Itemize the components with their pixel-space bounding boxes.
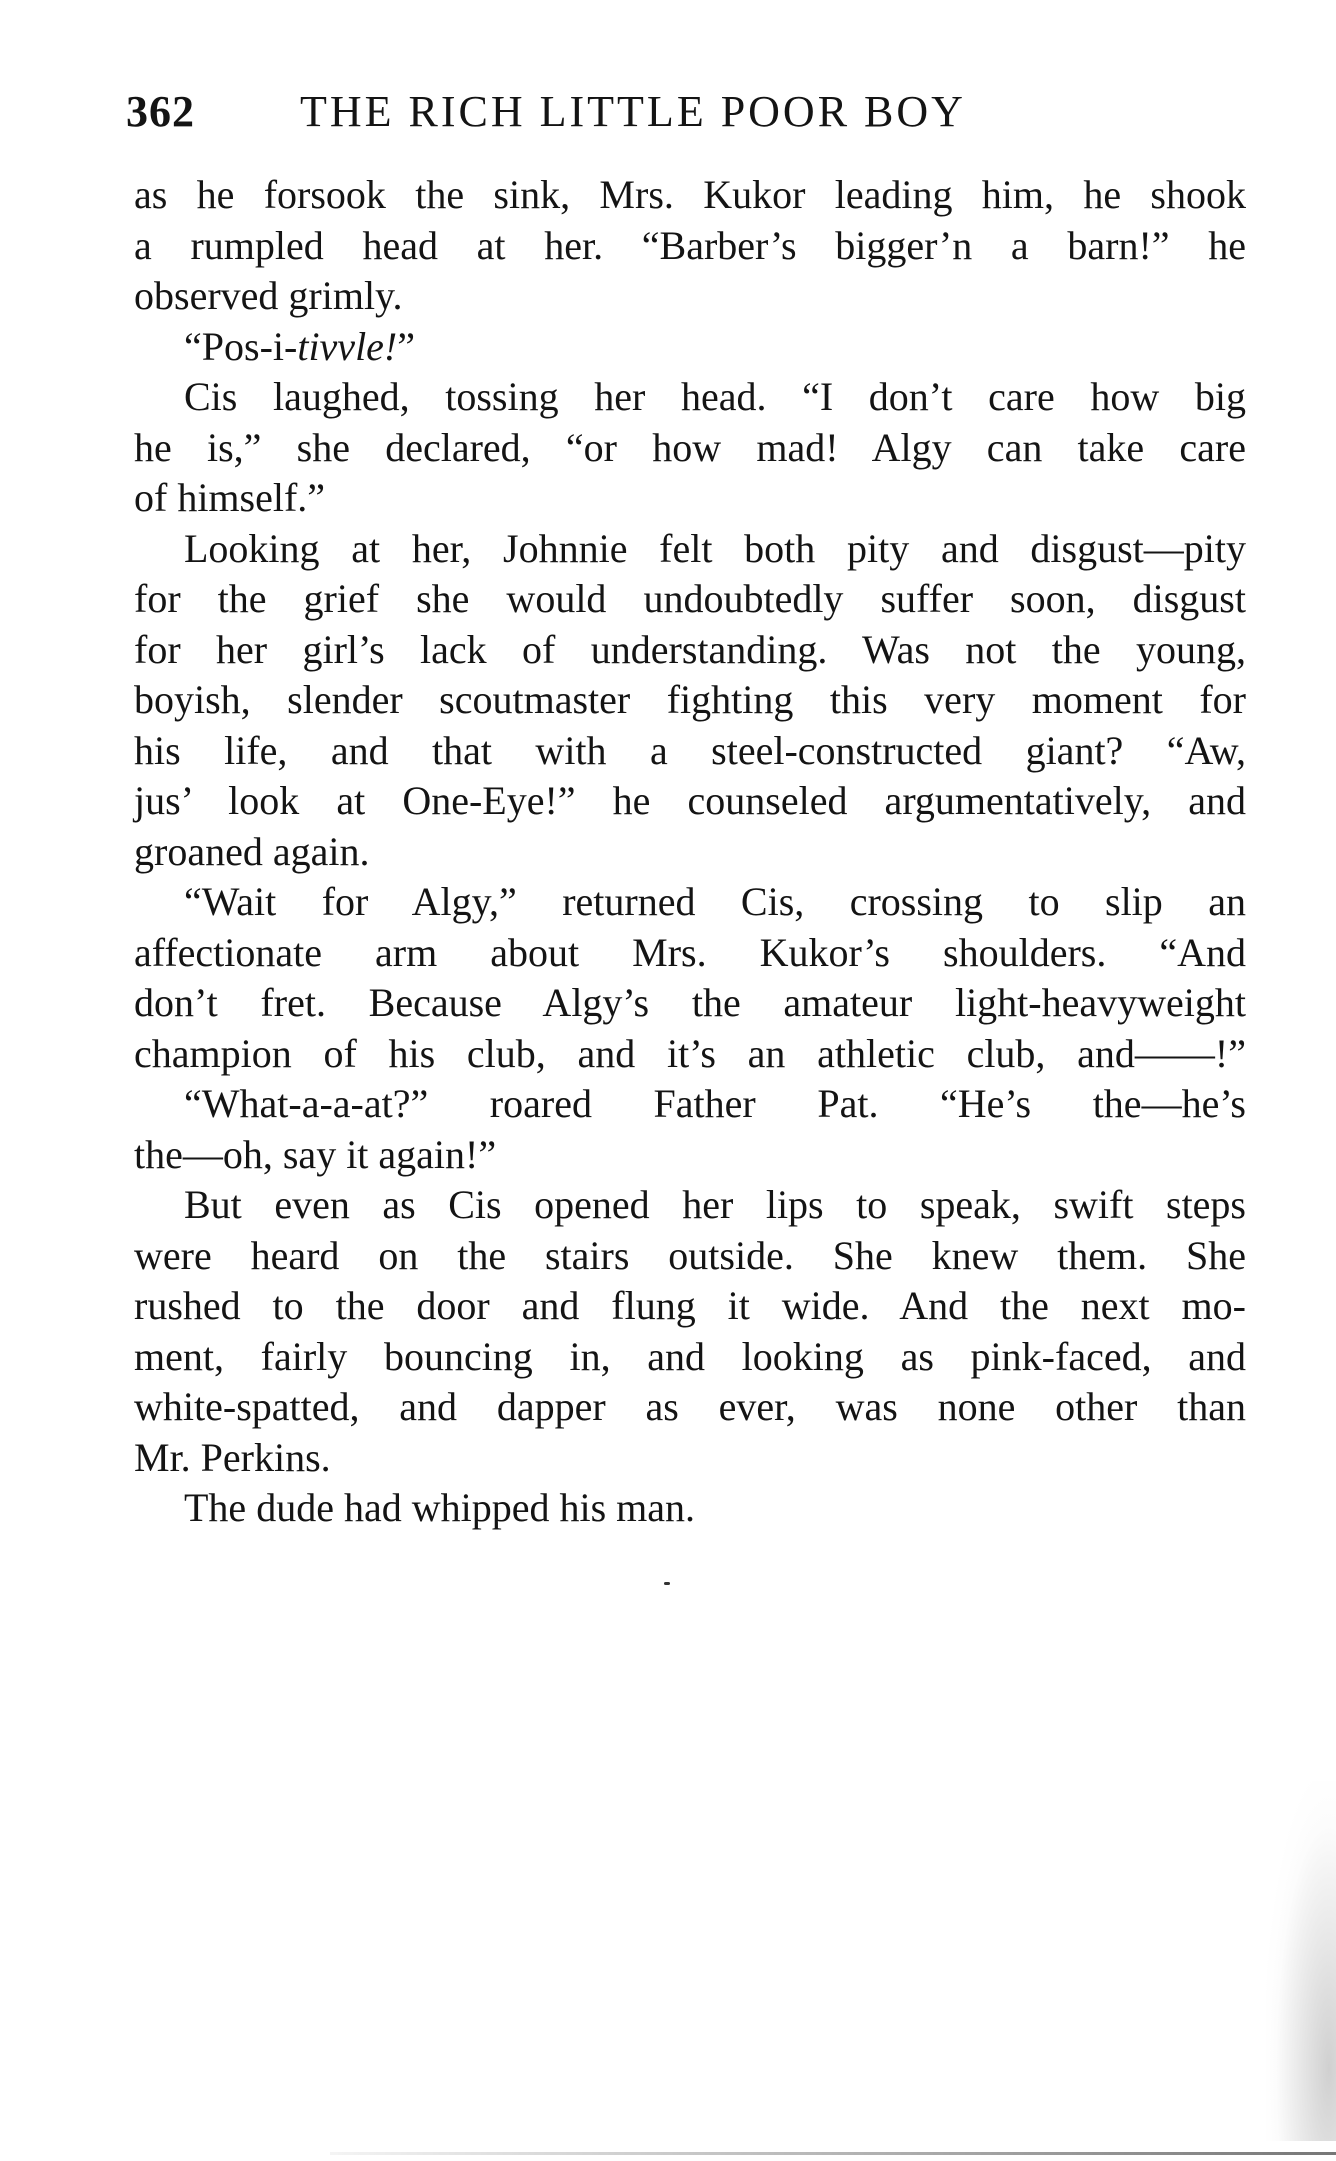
text-line: his life, and that with a steel-constructed giant? “Aw, [134,727,1246,773]
text-line: “Wait for Algy,” returned Cis, crossing to slip an [184,879,1246,924]
text-line: Mr. Perkins. [134,1434,331,1480]
text-line: for her girl’s lack of understanding. Was not the young, [134,626,1246,672]
text-line: white-spatted, and dapper as ever, was none other than [134,1384,1246,1429]
text-line: But even as Cis opened her lips to speak, swift steps [184,1182,1246,1227]
running-head [126,82,1246,142]
text-line: rushed to the door and flung it wide. And the next mo- [134,1283,1246,1328]
text-line: boyish, slender scoutmaster fighting this very moment for [134,677,1246,722]
text-line: of himself.” [134,475,326,520]
page-edge-stain [1266,1781,1336,2141]
text-line [134,322,1246,373]
running-title: THE RICH LITTLE POOR BOY [300,87,966,136]
text-line: the—oh, say it again!” [134,1131,497,1177]
text-line: ment, fairly bouncing in, and looking as pink-faced, and [134,1333,1246,1379]
text-line: were heard on the stairs outside. She knew them. She [134,1232,1246,1278]
text-line: jus’ look at One-Eye!” he counseled argumentatively, and [134,778,1246,823]
text-line: for the grief she would undoubtedly suffer soon, disgust [134,576,1246,621]
text-line: affectionate arm about Mrs. Kukor’s shoulders. “And [134,929,1246,975]
text-line: a rumpled head at her. “Barber’s bigger’n a barn!” he [134,222,1246,268]
italic-dialogue: “Pos-i-tivvle!” [184,323,416,369]
text-line: as he forsook the sink, Mrs. Kukor leading him, he shook [134,172,1246,217]
text-line: observed grimly. [134,273,403,318]
text-line: champion of his club, and it’s an athletic club, and——!” [134,1030,1246,1076]
text-line: he is,” she declared, “or how mad! Algy can take care [134,424,1246,470]
text-line: “What-a-a-at?” roared Father Pat. “He’s the—he’s [184,1081,1246,1126]
page-bottom-edge [330,2152,1336,2155]
page-number: 362 [126,87,195,136]
text-line: Looking at her, Johnnie felt both pity and disgust—pity [184,525,1246,571]
body-text [134,170,1246,1534]
text-line: groaned again. [134,828,370,874]
text-line: don’t fret. Because Algy’s the amateur light-heavyweight [134,980,1246,1025]
text-line: The dude had whipped his man. [184,1485,695,1530]
text-line: Cis laughed, tossing her head. “I don’t care how big [184,374,1246,419]
ink-speck [664,1582,670,1585]
